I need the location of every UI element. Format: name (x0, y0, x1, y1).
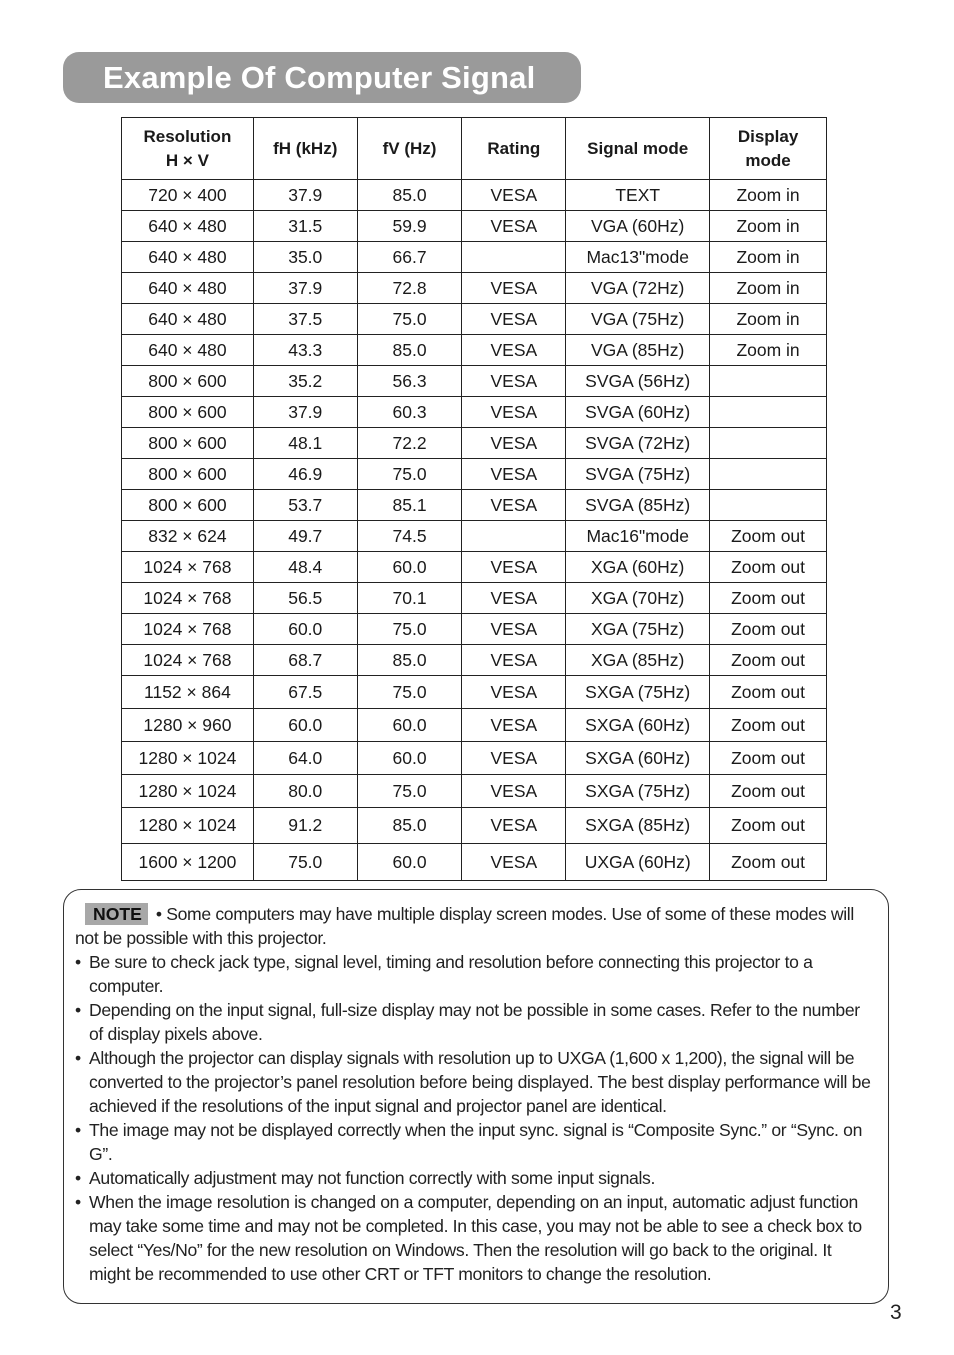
cell-fh: 43.3 (253, 335, 357, 366)
cell-rating: VESA (462, 552, 566, 583)
cell-display-mode: Zoom out (710, 742, 827, 775)
cell-rating: VESA (462, 742, 566, 775)
cell-fv: 75.0 (357, 676, 462, 709)
cell-fh: 60.0 (253, 614, 357, 645)
cell-display-mode: Zoom out (710, 552, 827, 583)
cell-rating: VESA (462, 844, 566, 881)
cell-fh: 37.9 (253, 273, 357, 304)
cell-fh: 53.7 (253, 490, 357, 521)
table-row (122, 335, 827, 366)
cell-resolution: 1024 × 768 (122, 583, 254, 614)
header-resolution-line2: H × V (165, 150, 209, 170)
cell-display-mode (710, 366, 827, 397)
cell-display-mode: Zoom in (710, 242, 827, 273)
cell-display-mode: Zoom out (710, 775, 827, 808)
cell-display-mode: Zoom in (710, 304, 827, 335)
cell-fh: 68.7 (253, 645, 357, 676)
header-display-mode (710, 118, 827, 180)
bullet-icon: • (75, 1120, 81, 1140)
cell-fv: 75.0 (357, 459, 462, 490)
cell-fh: 48.1 (253, 428, 357, 459)
table-row (122, 552, 827, 583)
cell-display-mode: Zoom in (710, 273, 827, 304)
cell-fh: 37.9 (253, 397, 357, 428)
bullet-icon: • (75, 952, 81, 972)
table-row (122, 645, 827, 676)
cell-rating: VESA (462, 808, 566, 844)
cell-rating: VESA (462, 397, 566, 428)
cell-signal-mode: Mac13"mode (566, 242, 710, 273)
cell-resolution: 640 × 480 (122, 335, 254, 366)
cell-resolution: 800 × 600 (122, 397, 254, 428)
cell-resolution: 1280 × 1024 (122, 775, 254, 808)
cell-resolution: 800 × 600 (122, 490, 254, 521)
cell-fv: 70.1 (357, 583, 462, 614)
cell-fv: 74.5 (357, 521, 462, 552)
cell-display-mode (710, 459, 827, 490)
cell-signal-mode: SXGA (75Hz) (566, 676, 710, 709)
cell-rating: VESA (462, 490, 566, 521)
note-list-item (75, 1166, 875, 1190)
cell-resolution: 720 × 400 (122, 180, 254, 211)
cell-signal-mode: UXGA (60Hz) (566, 844, 710, 881)
cell-fh: 35.2 (253, 366, 357, 397)
note-item-text: Be sure to check jack type, signal level, timing and resolution before connecting this projector to a computer. (89, 952, 813, 996)
header-fv: fV (Hz) (357, 118, 462, 180)
cell-rating: VESA (462, 335, 566, 366)
cell-display-mode: Zoom out (710, 844, 827, 881)
table-row (122, 490, 827, 521)
cell-signal-mode: Mac16"mode (566, 521, 710, 552)
cell-fv: 60.0 (357, 709, 462, 742)
cell-resolution: 640 × 480 (122, 242, 254, 273)
cell-signal-mode: XGA (85Hz) (566, 645, 710, 676)
cell-display-mode (710, 397, 827, 428)
cell-fv: 85.0 (357, 335, 462, 366)
cell-fh: 37.9 (253, 180, 357, 211)
cell-fv: 85.0 (357, 180, 462, 211)
cell-fv: 75.0 (357, 304, 462, 335)
table-row (122, 304, 827, 335)
note-item-text: The image may not be displayed correctly when the input sync. signal is “Composite Sync.” or “Sync. on G”. (89, 1120, 863, 1164)
cell-signal-mode: SXGA (75Hz) (566, 775, 710, 808)
cell-display-mode: Zoom out (710, 583, 827, 614)
header-resolution-line1: Resolution (143, 126, 232, 146)
cell-display-mode: Zoom in (710, 211, 827, 242)
cell-signal-mode: SVGA (75Hz) (566, 459, 710, 490)
table-row (122, 844, 827, 881)
header-display-line1: Display (737, 126, 799, 146)
table-row (122, 397, 827, 428)
cell-fh: 91.2 (253, 808, 357, 844)
cell-signal-mode: SVGA (56Hz) (566, 366, 710, 397)
note-item-text: Although the projector can display signals with resolution up to UXGA (1,600 x 1,200), the signal will be converted to the projector’s panel resolution before being displayed. The best display performance will be achieved if the resolutions of the input signal and projector panel are identical. (89, 1048, 871, 1116)
cell-rating (462, 521, 566, 552)
cell-fh: 46.9 (253, 459, 357, 490)
cell-rating: VESA (462, 775, 566, 808)
cell-resolution: 832 × 624 (122, 521, 254, 552)
cell-signal-mode: VGA (75Hz) (566, 304, 710, 335)
cell-fv: 66.7 (357, 242, 462, 273)
note-list (75, 950, 875, 1286)
cell-fv: 75.0 (357, 614, 462, 645)
cell-display-mode (710, 428, 827, 459)
cell-resolution: 1280 × 1024 (122, 808, 254, 844)
table-row (122, 428, 827, 459)
page-title: Example Of Computer Signal (103, 59, 536, 95)
bullet-icon: • (155, 904, 162, 924)
cell-rating: VESA (462, 428, 566, 459)
cell-signal-mode: XGA (70Hz) (566, 583, 710, 614)
cell-resolution: 640 × 480 (122, 211, 254, 242)
cell-fv: 72.8 (357, 273, 462, 304)
table-row (122, 583, 827, 614)
note-item-text: When the image resolution is changed on a computer, depending on an input, automatic adjust function may take some time and may not be completed. In this case, you may not be able to see a check box to select “Yes/No” for the new resolution on Windows. Then the resolution will go back to the original. It might be recommended to use other CRT or TFT monitors to change the resolution. (89, 1192, 862, 1284)
cell-resolution: 800 × 600 (122, 428, 254, 459)
cell-rating: VESA (462, 211, 566, 242)
bullet-icon: • (75, 1000, 81, 1020)
cell-signal-mode: SXGA (85Hz) (566, 808, 710, 844)
cell-resolution: 800 × 600 (122, 459, 254, 490)
cell-fh: 80.0 (253, 775, 357, 808)
cell-fv: 60.3 (357, 397, 462, 428)
cell-resolution: 1600 × 1200 (122, 844, 254, 881)
cell-display-mode: Zoom out (710, 645, 827, 676)
cell-signal-mode: SVGA (72Hz) (566, 428, 710, 459)
cell-fh: 35.0 (253, 242, 357, 273)
cell-resolution: 1024 × 768 (122, 614, 254, 645)
cell-display-mode (710, 490, 827, 521)
cell-resolution: 1280 × 960 (122, 709, 254, 742)
table-row (122, 273, 827, 304)
header-fh: fH (kHz) (253, 118, 357, 180)
cell-rating: VESA (462, 676, 566, 709)
table-header-row (122, 118, 827, 180)
cell-resolution: 1280 × 1024 (122, 742, 254, 775)
cell-fh: 37.5 (253, 304, 357, 335)
header-rating: Rating (462, 118, 566, 180)
note-item-text: Depending on the input signal, full-size display may not be possible in some cases. Refer to the number of display pixels above. (89, 1000, 860, 1044)
cell-fv: 60.0 (357, 742, 462, 775)
cell-fv: 85.0 (357, 645, 462, 676)
cell-fh: 56.5 (253, 583, 357, 614)
note-list-item (75, 998, 875, 1046)
cell-fv: 56.3 (357, 366, 462, 397)
cell-signal-mode: VGA (85Hz) (566, 335, 710, 366)
table-row (122, 242, 827, 273)
table-row (122, 521, 827, 552)
bullet-icon: • (75, 1168, 81, 1188)
note-list-item (75, 1190, 875, 1286)
cell-fh: 64.0 (253, 742, 357, 775)
table-row (122, 459, 827, 490)
note-list-item (75, 950, 875, 998)
cell-resolution: 640 × 480 (122, 304, 254, 335)
note-item-text: Automatically adjustment may not function correctly with some input signals. (89, 1168, 655, 1188)
note-list-item (75, 1118, 875, 1166)
cell-fh: 60.0 (253, 709, 357, 742)
header-display-line2: mode (745, 150, 791, 170)
cell-rating: VESA (462, 304, 566, 335)
cell-fv: 75.0 (357, 775, 462, 808)
cell-rating: VESA (462, 709, 566, 742)
page-number: 3 (890, 1301, 902, 1324)
bullet-icon: • (75, 1048, 81, 1068)
cell-display-mode: Zoom out (710, 709, 827, 742)
cell-signal-mode: XGA (60Hz) (566, 552, 710, 583)
cell-signal-mode: VGA (60Hz) (566, 211, 710, 242)
cell-fv: 85.1 (357, 490, 462, 521)
cell-fh: 49.7 (253, 521, 357, 552)
cell-rating: VESA (462, 366, 566, 397)
cell-signal-mode: VGA (72Hz) (566, 273, 710, 304)
note-first-item: Some computers may have multiple display screen modes. Use of some of these modes will not be possible with this projector. (75, 904, 854, 948)
cell-signal-mode: SXGA (60Hz) (566, 709, 710, 742)
cell-resolution: 640 × 480 (122, 273, 254, 304)
cell-fv: 85.0 (357, 808, 462, 844)
cell-rating: VESA (462, 614, 566, 645)
header-resolution (122, 118, 254, 180)
cell-display-mode: Zoom in (710, 180, 827, 211)
cell-fh: 31.5 (253, 211, 357, 242)
cell-rating: VESA (462, 583, 566, 614)
cell-resolution: 1152 × 864 (122, 676, 254, 709)
cell-rating: VESA (462, 645, 566, 676)
table-row (122, 211, 827, 242)
cell-fh: 48.4 (253, 552, 357, 583)
table-row (122, 614, 827, 645)
header-signal-mode: Signal mode (566, 118, 710, 180)
bullet-icon: • (75, 1192, 81, 1212)
table-row (122, 366, 827, 397)
cell-display-mode: Zoom out (710, 676, 827, 709)
cell-signal-mode: SVGA (60Hz) (566, 397, 710, 428)
cell-rating: VESA (462, 459, 566, 490)
section-title-banner (63, 52, 581, 103)
table-row (122, 808, 827, 844)
cell-signal-mode: XGA (75Hz) (566, 614, 710, 645)
cell-display-mode: Zoom out (710, 521, 827, 552)
table-row (122, 742, 827, 775)
cell-display-mode: Zoom out (710, 808, 827, 844)
table-row (122, 709, 827, 742)
table-row (122, 180, 827, 211)
cell-fh: 75.0 (253, 844, 357, 881)
note-label: NOTE (85, 903, 148, 925)
cell-signal-mode: SVGA (85Hz) (566, 490, 710, 521)
cell-fv: 60.0 (357, 844, 462, 881)
cell-signal-mode: SXGA (60Hz) (566, 742, 710, 775)
cell-display-mode: Zoom out (710, 614, 827, 645)
cell-resolution: 1024 × 768 (122, 552, 254, 583)
table-row (122, 775, 827, 808)
cell-rating: VESA (462, 180, 566, 211)
cell-rating (462, 242, 566, 273)
cell-fv: 59.9 (357, 211, 462, 242)
cell-resolution: 1024 × 768 (122, 645, 254, 676)
note-list-item (75, 1046, 875, 1118)
table-row (122, 676, 827, 709)
cell-fv: 72.2 (357, 428, 462, 459)
cell-resolution: 800 × 600 (122, 366, 254, 397)
table-body (122, 180, 827, 881)
computer-signal-table (121, 117, 827, 881)
cell-fh: 67.5 (253, 676, 357, 709)
note-content (75, 902, 875, 1286)
note-first-paragraph (75, 902, 875, 950)
cell-display-mode: Zoom in (710, 335, 827, 366)
cell-rating: VESA (462, 273, 566, 304)
cell-fv: 60.0 (357, 552, 462, 583)
cell-signal-mode: TEXT (566, 180, 710, 211)
